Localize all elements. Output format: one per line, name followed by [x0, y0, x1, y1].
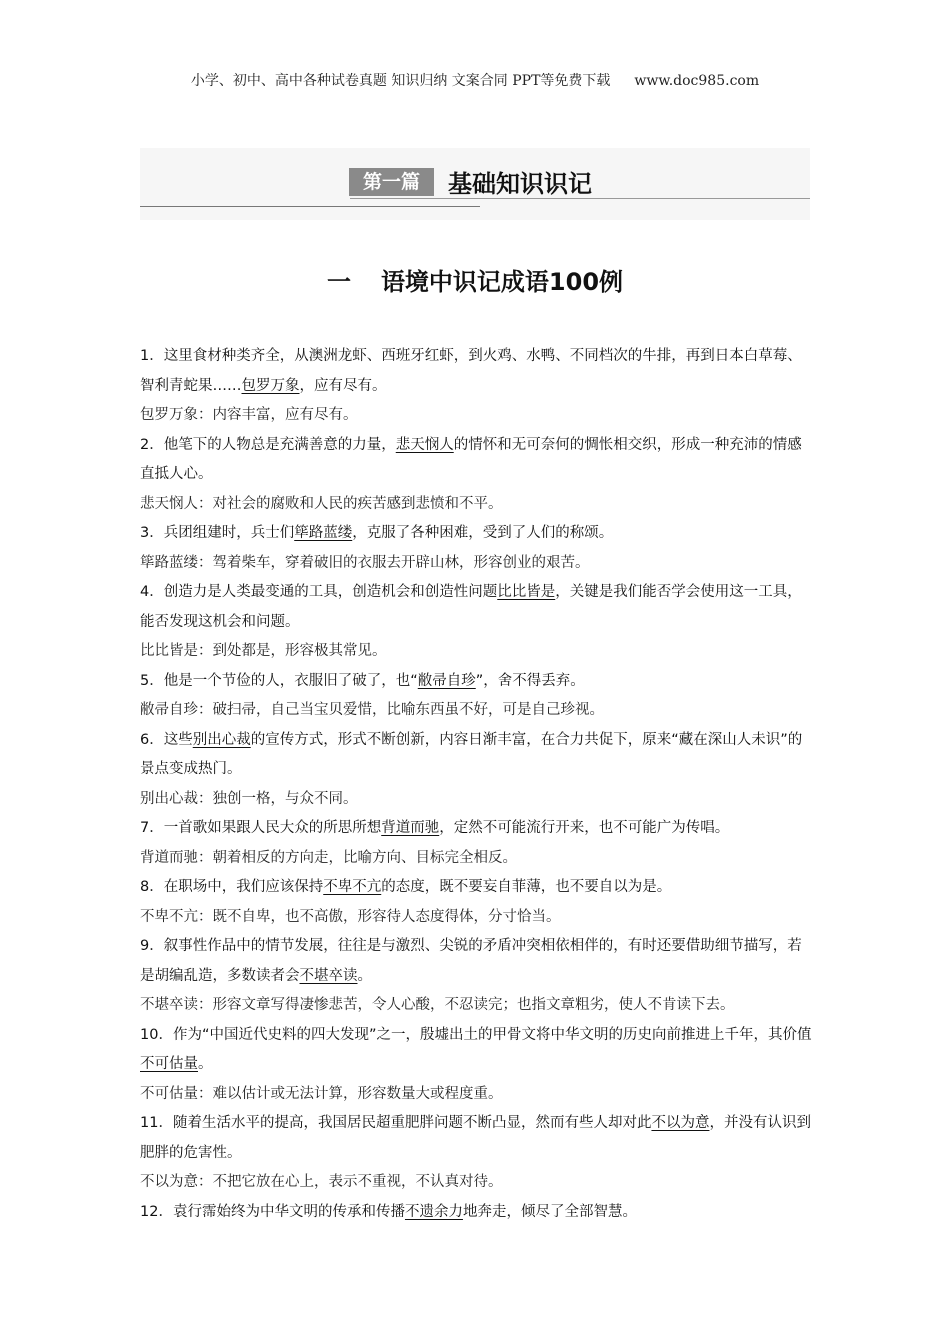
sentence-text: 4．创造力是人类最变通的工具，创造机会和创造性问题: [140, 584, 498, 600]
example-sentence: [140, 932, 812, 991]
sentence-text: ，关键是我们能否学会使用这一工具，能否发现这机会和问题。: [140, 584, 802, 630]
sentence-text: 12．袁行霈始终为中华文明的传承和传播: [140, 1203, 405, 1220]
sentence-text: 6．这些: [140, 731, 193, 748]
example-sentence: [140, 1198, 812, 1228]
idiom-definition: 包罗万象：内容丰富，应有尽有。: [140, 407, 358, 423]
part-title: 基础知识识记: [448, 170, 592, 198]
divider: [350, 198, 810, 199]
sentence-text: 7．一首歌如果跟人民大众的所思所想: [140, 820, 382, 836]
idiom-definition: 敝帚自珍：破扫帚，自己当宝贝爱惜，比喻东西虽不好，可是自己珍视。: [140, 702, 604, 718]
page-header: [0, 70, 950, 90]
sentence-text: 2．他笔下的人物总是充满善意的力量，: [140, 436, 396, 453]
example-sentence: [140, 873, 812, 903]
example-sentence: [140, 814, 812, 844]
sentence-text: ，并没有认识到肥胖的危害性。: [140, 1115, 811, 1161]
sentence-text: 的宣传方式，形式不断创新，内容日渐丰富，在合力共促下，原来“藏在深山人未识”的景点变成热门。: [140, 731, 803, 777]
example-sentence: [140, 342, 812, 401]
sentence-text: 的态度，既不要妄自菲薄，也不要自以为是。: [381, 879, 672, 895]
sentence-text: 。: [198, 1056, 213, 1072]
sentence-text: 10．作为“中国近代史料的四大发现”之一，殷墟出土的甲骨文将中华文明的历史向前推进上千年，其价值: [140, 1026, 812, 1043]
sentence-text: 1．这里食材种类齐全，从澳洲龙虾、西班牙红虾，到火鸡、水鸭、不同档次的牛排，再到日本白草莓、智利青蛇果……: [140, 348, 802, 394]
idiom-definition: 不卑不亢：既不自卑，也不高傲，形容待人态度得体，分寸恰当。: [140, 908, 561, 925]
sentence-text: 8．在职场中，我们应该保持: [140, 879, 324, 895]
sentence-text: ，克服了各种困难，受到了人们的称颂。: [352, 525, 614, 541]
section-number: 一: [326, 268, 351, 296]
sentence-text: ”，舍不得丢弃。: [475, 672, 585, 689]
idiom-definition: 比比皆是：到处都是，形容极其常见。: [140, 643, 387, 659]
header-url: www.doc985.com: [634, 73, 760, 89]
idiom-underlined: 不可估量: [140, 1056, 198, 1072]
idiom-definition: 悲天悯人：对社会的腐败和人民的疾苦感到悲愤和不平。: [140, 495, 503, 512]
example-sentence: [140, 726, 812, 785]
idiom-underlined: 筚路蓝缕: [294, 525, 353, 541]
idiom-underlined: 比比皆是: [497, 584, 556, 600]
sentence-text: 的情怀和无可奈何的惆怅相交织，形成一种充沛的情感直抵人心。: [140, 436, 802, 482]
example-sentence: [140, 578, 812, 637]
idiom-underlined: 悲天悯人: [395, 436, 454, 453]
section-title: [0, 262, 950, 297]
section-title-text: 语境中识记成语100例: [380, 268, 624, 296]
idiom-underlined: 不堪卒读: [299, 967, 358, 984]
part-banner: [140, 148, 810, 220]
idiom-underlined: 不卑不亢: [323, 879, 382, 895]
idiom-underlined: 背道而驰: [381, 820, 440, 836]
idiom-underlined: 敝帚自珍: [417, 672, 476, 689]
example-sentence: [140, 519, 812, 549]
sentence-text: 3．兵团组建时，兵士们: [140, 525, 295, 541]
part-tag: 第一篇: [349, 168, 434, 196]
example-sentence: [140, 667, 812, 697]
idiom-definition: 不堪卒读：形容文章写得凄惨悲苦，令人心酸，不忍读完；也指文章粗劣，使人不肯读下去。: [140, 997, 735, 1013]
idiom-underlined: 包罗万象: [241, 377, 300, 394]
sentence-text: ，应有尽有。: [299, 377, 387, 394]
header-text: 小学、初中、高中各种试卷真题 知识归纳 文案合同 PPT等免费下载: [190, 73, 611, 89]
sentence-text: 11．随着生活水平的提高，我国居民超重肥胖问题不断凸显，然而有些人却对此: [140, 1115, 652, 1131]
idiom-underlined: 别出心裁: [192, 731, 251, 748]
example-sentence: [140, 1021, 812, 1080]
example-sentence: [140, 431, 812, 490]
divider: [140, 206, 480, 207]
idiom-definition: 不可估量：难以估计或无法计算，形容数量大或程度重。: [140, 1085, 503, 1102]
idiom-underlined: 不以为意: [651, 1115, 710, 1131]
idiom-underlined: 不遗余力: [404, 1203, 463, 1220]
sentence-text: 地奔走，倾尽了全部智慧。: [462, 1203, 637, 1220]
sentence-text: 5．他是一个节俭的人，衣服旧了破了，也“: [140, 672, 418, 689]
idiom-definition: 背道而驰：朝着相反的方向走，比喻方向、目标完全相反。: [140, 849, 517, 866]
idiom-definition: 不以为意：不把它放在心上，表示不重视，不认真对待。: [140, 1174, 503, 1190]
idiom-definition: 别出心裁：独创一格，与众不同。: [140, 790, 358, 807]
idiom-definition: 筚路蓝缕：驾着柴车，穿着破旧的衣服去开辟山林，形容创业的艰苦。: [140, 554, 590, 571]
idiom-list: [140, 342, 812, 1227]
example-sentence: [140, 1109, 812, 1168]
sentence-text: 。: [357, 967, 372, 984]
sentence-text: ，定然不可能流行开来，也不可能广为传唱。: [439, 820, 730, 836]
sentence-text: 9．叙事性作品中的情节发展，往往是与激烈、尖锐的矛盾冲突相依相伴的，有时还要借助细节描写，若是胡编乱造，多数读者会: [140, 938, 802, 984]
